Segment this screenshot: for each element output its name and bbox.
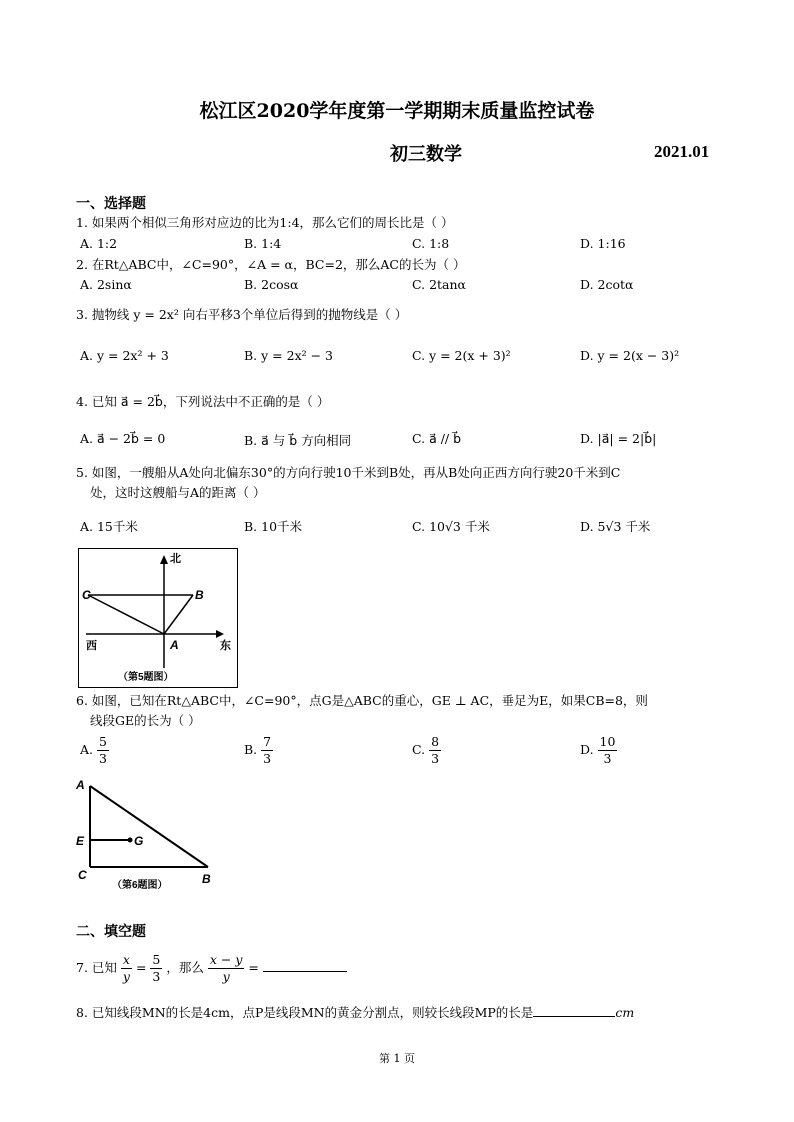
q6-option-c-numerator: 8 xyxy=(431,734,440,749)
q5-label-north: 北 xyxy=(170,553,181,565)
q5-segment-ca xyxy=(88,595,164,634)
q2-option-d: D. 2cotα xyxy=(580,277,634,292)
q6-option-a-numerator: 5 xyxy=(99,734,107,749)
q6-option-d-denominator: 3 xyxy=(603,751,612,766)
q7-f3-numerator: x − y xyxy=(209,952,243,967)
q2-option-b: B. 2cosα xyxy=(244,277,299,292)
q6-option-b-label: B. xyxy=(244,742,258,757)
page-number: 第 1 页 xyxy=(379,1052,415,1065)
q5-option-a: A. 15千米 xyxy=(80,519,138,534)
q3-option-c: C. y = 2(x + 3)² xyxy=(412,348,511,363)
section-fill-heading: 二、填空题 xyxy=(76,924,146,940)
q8-text: 8. 已知线段MN的长是4cm，点P是线段MN的黄金分割点，则较长线段MP的长是 xyxy=(76,1005,534,1020)
q5-option-d: D. 5√3 千米 xyxy=(580,519,651,534)
section-choice-heading: 一、选择题 xyxy=(76,196,146,212)
q7-fraction-x-minus-y-over-y xyxy=(208,952,245,985)
q4-option-a: A. a⃗ − 2b⃗ = 0 xyxy=(80,431,166,446)
q5-option-b: B. 10千米 xyxy=(244,519,303,534)
q6-option-b-denominator: 3 xyxy=(263,751,272,766)
q7-answer-blank[interactable] xyxy=(263,971,347,972)
q6-label-b: B xyxy=(202,872,211,886)
q1-option-d: D. 1:16 xyxy=(580,236,626,251)
q6-label-g: G xyxy=(134,834,144,848)
q8-stem xyxy=(76,1004,634,1022)
exam-title: 松江区2020学年度第一学期期末质量监控试卷 xyxy=(199,100,595,122)
q6-option-c-denominator: 3 xyxy=(431,751,440,766)
q3-stem: 3. 抛物线 y = 2x² 向右平移3个单位后得到的抛物线是（ ） xyxy=(76,307,408,322)
q8-unit: cm xyxy=(615,1005,635,1020)
q7-fraction-x-over-y xyxy=(121,952,132,985)
q7-equals-1: = xyxy=(135,960,147,975)
q7-stem xyxy=(76,952,347,985)
q7-then-text: ，那么 xyxy=(166,960,204,975)
q1-option-c: C. 1:8 xyxy=(412,236,450,251)
q5-option-c: C. 10√3 千米 xyxy=(412,519,490,534)
q5-north-arrow xyxy=(160,555,168,564)
q3-option-d: D. y = 2(x − 3)² xyxy=(580,348,680,363)
q6-label-c: C xyxy=(78,868,87,882)
q4-option-b: B. a⃗ 与 b⃗ 方向相同 xyxy=(244,433,352,448)
q7-f1-numerator: x xyxy=(122,952,130,967)
q6-label-a: A xyxy=(76,778,85,792)
q7-prefix: 7. 已知 xyxy=(76,960,117,975)
q2-option-c: C. 2tanα xyxy=(412,277,466,292)
q6-option-b-fraction xyxy=(261,734,273,767)
q6-segment-ab xyxy=(90,786,208,867)
q1-option-b: B. 1:4 xyxy=(244,236,282,251)
q6-caption: （第6题图） xyxy=(112,880,168,891)
q6-option-d-numerator: 10 xyxy=(599,734,616,749)
q7-equals-2: = xyxy=(248,960,259,975)
q5-segment-ab xyxy=(164,595,193,634)
q7-f2-denominator: 3 xyxy=(152,969,161,984)
q7-fraction-5-over-3 xyxy=(150,952,162,985)
q4-stem: 4. 已知 a⃗ = 2b⃗，下列说法中不正确的是（ ） xyxy=(76,394,330,409)
q5-label-east: 东 xyxy=(220,640,231,652)
q5-figure xyxy=(78,548,238,688)
q6-figure xyxy=(74,776,224,892)
q7-f2-numerator: 5 xyxy=(152,952,161,967)
exam-date: 2021.01 xyxy=(654,142,710,161)
q6-option-c xyxy=(412,734,441,767)
q8-answer-blank[interactable] xyxy=(533,1016,615,1017)
q5-east-arrow xyxy=(216,630,224,638)
q3-option-b: B. y = 2x² − 3 xyxy=(244,348,334,363)
q7-f3-denominator: y xyxy=(222,969,230,984)
q6-option-a-fraction xyxy=(97,734,109,767)
q5-stem-line1: 5. 如图，一艘船从A处向北偏东30°的方向行驶10千米到B处，再从B处向正西方向行驶20千米到C xyxy=(76,465,621,480)
q6-point-g xyxy=(128,838,133,843)
exam-subject: 初三数学 xyxy=(390,144,462,165)
q6-option-a-label: A. xyxy=(80,742,94,757)
q6-option-a-denominator: 3 xyxy=(99,751,107,766)
q6-label-e: E xyxy=(76,834,85,848)
q2-stem: 2. 在Rt△ABC中，∠C=90°，∠A = α，BC=2，那么AC的长为（ ） xyxy=(76,257,466,272)
q4-option-c: C. a⃗ // b⃗ xyxy=(412,431,462,446)
q4-option-d: D. |a⃗| = 2|b⃗| xyxy=(580,431,657,446)
q5-label-c: C xyxy=(82,588,91,602)
q6-option-a xyxy=(80,734,109,767)
q5-label-west: 西 xyxy=(86,640,97,652)
q5-label-b: B xyxy=(195,588,204,602)
q1-option-a: A. 1:2 xyxy=(80,236,118,251)
q5-label-a: A xyxy=(170,638,179,652)
q6-option-b xyxy=(244,734,273,767)
q6-stem-line1: 6. 如图，已知在Rt△ABC中，∠C=90°，点G是△ABC的重心，GE ⊥ AC，垂足为E，如果CB=8，则 xyxy=(76,693,648,708)
q6-option-d xyxy=(580,734,617,767)
q6-option-b-numerator: 7 xyxy=(263,734,272,749)
q2-option-a: A. 2sinα xyxy=(80,277,132,292)
q6-option-d-label: D. xyxy=(580,742,594,757)
q3-option-a: A. y = 2x² + 3 xyxy=(80,348,169,363)
q5-caption: （第5题图） xyxy=(118,672,174,683)
q5-stem-line2: 处，这时这艘船与A的距离（ ） xyxy=(90,485,266,500)
q6-option-c-label: C. xyxy=(412,742,426,757)
q6-option-d-fraction xyxy=(598,734,618,767)
q7-f1-denominator: y xyxy=(122,969,130,984)
q6-option-c-fraction xyxy=(429,734,441,767)
q5-figure-frame xyxy=(79,549,238,688)
q1-stem: 1. 如果两个相似三角形对应边的比为1:4，那么它们的周长比是（ ） xyxy=(76,215,454,230)
q6-stem-line2: 线段GE的长为（ ） xyxy=(90,713,201,728)
